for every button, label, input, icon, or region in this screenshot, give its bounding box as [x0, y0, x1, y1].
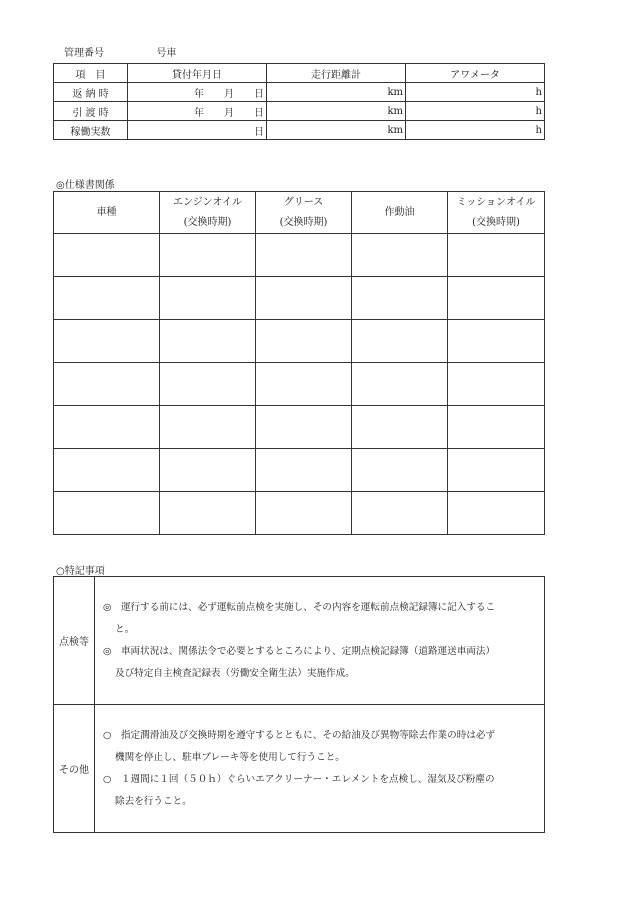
- hydraulic-oil-header: 作動油: [352, 192, 448, 234]
- spec-cell[interactable]: [352, 449, 448, 492]
- return-h-cell[interactable]: h: [406, 83, 545, 102]
- return-label: 返 納 時: [54, 83, 128, 102]
- spec-cell[interactable]: [256, 449, 352, 492]
- spec-cell[interactable]: [54, 320, 160, 363]
- inspection-label: 点検等: [54, 577, 95, 705]
- grease-header: [256, 192, 352, 234]
- handover-km-cell[interactable]: km: [267, 102, 406, 121]
- other-note-line: 除去を行うこと。: [115, 796, 192, 807]
- car-number-label: 号車: [156, 48, 177, 59]
- spec-cell[interactable]: [54, 406, 160, 449]
- handover-h-cell[interactable]: h: [406, 102, 545, 121]
- spec-cell[interactable]: [352, 277, 448, 320]
- spec-row: [54, 320, 545, 363]
- spec-cell[interactable]: [160, 406, 256, 449]
- other-note-line: 機関を停止し、駐車ブレーキ等を使用して行うこと。: [115, 752, 345, 763]
- engine-oil-header: [160, 192, 256, 234]
- lending-record-table: [53, 63, 545, 140]
- item-header: 項 目: [54, 64, 128, 83]
- spec-cell[interactable]: [256, 277, 352, 320]
- engine-oil-sub: (交換時期): [183, 216, 232, 228]
- spec-section-title: ◎仕様書関係: [56, 180, 115, 191]
- mission-oil-header: [448, 192, 545, 234]
- special-notes-title: ○特記事項: [56, 566, 105, 577]
- spec-cell[interactable]: [352, 234, 448, 277]
- return-date-cell[interactable]: 年 月 日: [128, 83, 267, 102]
- operating-km-cell[interactable]: km: [267, 121, 406, 140]
- spec-cell[interactable]: [54, 449, 160, 492]
- spec-cell[interactable]: [160, 234, 256, 277]
- spec-cell[interactable]: [256, 234, 352, 277]
- spec-cell[interactable]: [448, 277, 545, 320]
- inspection-note-line: ◎ 運行する前には、必ず運転前点検を実施し、その内容を運転前点検記録簿に記入するこ: [103, 602, 496, 613]
- management-number-row: [64, 44, 176, 59]
- spec-cell[interactable]: [54, 363, 160, 406]
- inspection-body: [95, 577, 545, 705]
- spec-cell[interactable]: [352, 406, 448, 449]
- inspection-row: [54, 577, 545, 705]
- spec-cell[interactable]: [448, 234, 545, 277]
- other-row: [54, 705, 545, 833]
- handover-row: [54, 102, 545, 121]
- engine-oil-label: エンジンオイル: [173, 196, 242, 208]
- spec-cell[interactable]: [256, 406, 352, 449]
- spec-cell[interactable]: [54, 234, 160, 277]
- other-note-line: ○ １週間に１回（５０ｈ）ぐらいエアクリーナー・エレメントを点検し、湿気及び粉塵の: [103, 774, 495, 785]
- spec-cell[interactable]: [256, 320, 352, 363]
- spec-row: [54, 406, 545, 449]
- spec-cell[interactable]: [54, 277, 160, 320]
- spec-cell[interactable]: [448, 363, 545, 406]
- operating-days-cell[interactable]: 日: [128, 121, 267, 140]
- inspection-note-line: ◎ 車両状況は、関係法令で必要とするところにより、定期点検記録簿（道路運送車両法）: [103, 646, 496, 657]
- handover-label: 引 渡 時: [54, 102, 128, 121]
- spec-cell[interactable]: [160, 449, 256, 492]
- spec-cell[interactable]: [448, 320, 545, 363]
- inspection-note-line: と。: [115, 624, 135, 635]
- spec-cell[interactable]: [352, 492, 448, 535]
- spec-cell[interactable]: [160, 363, 256, 406]
- special-notes-table: [53, 576, 545, 833]
- spec-row: [54, 492, 545, 535]
- grease-sub: (交換時期): [279, 216, 328, 228]
- spec-cell[interactable]: [448, 492, 545, 535]
- lending-header-row: [54, 64, 545, 83]
- operating-h-cell[interactable]: h: [406, 121, 545, 140]
- spec-cell[interactable]: [256, 363, 352, 406]
- operating-row: [54, 121, 545, 140]
- spec-cell[interactable]: [352, 363, 448, 406]
- handover-date-cell[interactable]: 年 月 日: [128, 102, 267, 121]
- mission-oil-label: ミッションオイル: [456, 196, 536, 208]
- vehicle-type-header: 車種: [54, 192, 160, 234]
- spec-cell[interactable]: [160, 277, 256, 320]
- spec-cell[interactable]: [448, 406, 545, 449]
- inspection-note-line: 及び特定自主検査記録表（労働安全衛生法）実施作成。: [115, 668, 355, 679]
- spec-cell[interactable]: [448, 449, 545, 492]
- spec-row: [54, 363, 545, 406]
- hour-meter-header: アワメータ: [406, 64, 545, 83]
- spec-cell[interactable]: [352, 320, 448, 363]
- operating-label: 稼働実数: [54, 121, 128, 140]
- spec-table: [53, 191, 545, 535]
- management-number-label: 管理番号: [64, 48, 104, 59]
- spec-row: [54, 234, 545, 277]
- spec-cell[interactable]: [256, 492, 352, 535]
- spec-cell[interactable]: [160, 320, 256, 363]
- return-row: [54, 83, 545, 102]
- spec-header-row: [54, 192, 545, 234]
- spec-row: [54, 449, 545, 492]
- other-label: その他: [54, 705, 95, 833]
- other-note-line: ○ 指定潤滑油及び交換時期を遵守するとともに、その給油及び異物等除去作業の時は必ず: [103, 730, 496, 741]
- odometer-header: 走行距離計: [267, 64, 406, 83]
- spec-row: [54, 277, 545, 320]
- other-body: [95, 705, 545, 833]
- return-km-cell[interactable]: km: [267, 83, 406, 102]
- spec-cell[interactable]: [54, 492, 160, 535]
- spec-cell[interactable]: [160, 492, 256, 535]
- lend-date-header: 貸付年月日: [128, 64, 267, 83]
- mission-oil-sub: (交換時期): [472, 216, 520, 228]
- grease-label: グリース: [283, 196, 324, 208]
